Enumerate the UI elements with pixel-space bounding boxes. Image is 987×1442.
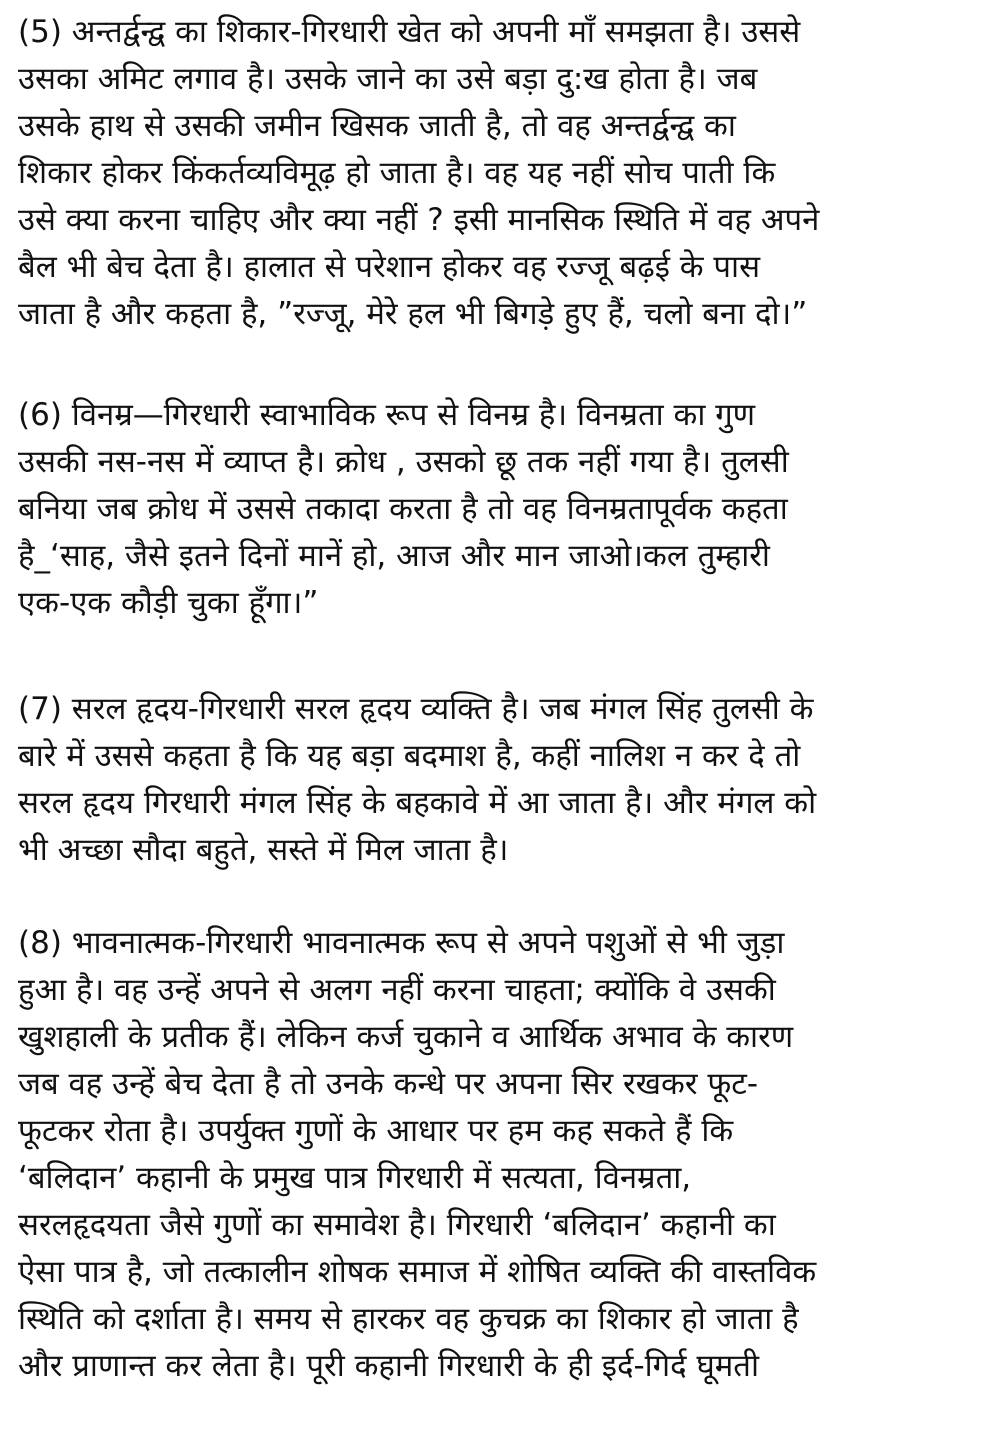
text-line: है_‘साह, जैसे इतने दिनों मानें हो, आज और मान जाओ।कल तुम्हारी — [18, 538, 770, 574]
paragraph-5 — [18, 9, 819, 338]
text-line: सरल हृदय गिरधारी मंगल सिंह के बहकावे में आ जाता है। और मंगल को — [18, 785, 817, 821]
text-line: एक-एक कौड़ी चुका हूँगा।” — [18, 585, 319, 621]
text-line: खुशहाली के प्रतीक हैं। लेकिन कर्ज चुकाने व आर्थिक अभाव के कारण — [18, 1019, 794, 1055]
text-line: फूटकर रोता है। उपर्युक्त गुणों के आधार पर हम कह सकते हैं कि — [18, 1113, 734, 1149]
text-line: जाता है और कहता है, ”रज्जू, मेरे हल भी बिगड़े हुए हैं, चलो बना दो।” — [18, 296, 808, 332]
paragraph-7 — [18, 686, 816, 874]
text-line: शिकार होकर किंकर्तव्यविमूढ़ हो जाता है। वह यह नहीं सोच पाती कि — [18, 155, 776, 191]
text-line: बनिया जब क्रोध में उससे तकादा करता है तो वह विनम्रतापूर्वक कहता — [18, 491, 788, 527]
text-line: बैल भी बेच देता है। हालात से परेशान होकर वह रज्जू बढ़ई के पास — [18, 249, 761, 285]
text-line: (6) विनम्र—गिरधारी स्वाभाविक रूप से विनम्र है। विनम्रता का गुण — [18, 397, 756, 433]
text-line: ऐसा पात्र है, जो तत्कालीन शोषक समाज में शोषित व्यक्ति की वास्तविक — [18, 1254, 817, 1290]
text-line: उसे क्या करना चाहिए और क्या नहीं ? इसी मानसिक स्थिति में वह अपने — [18, 202, 820, 238]
text-line: बारे में उससे कहता है कि यह बड़ा बदमाश है, कहीं नालिश न कर दे तो — [18, 738, 801, 774]
text-line: हुआ है। वह उन्हें अपने से अलग नहीं करना चाहता; क्योंकि वे उसकी — [18, 972, 776, 1008]
text-line: उसका अमिट लगाव है। उसके जाने का उसे बड़ा दु:ख होता है। जब — [18, 61, 758, 97]
text-line: जब वह उन्हें बेच देता है तो उनके कन्धे पर अपना सिर रखकर फूट- — [18, 1066, 759, 1102]
text-line: उसकी नस-नस में व्याप्त है। क्रोध , उसको छू तक नहीं गया है। तुलसी — [18, 444, 789, 480]
paragraph-6 — [18, 392, 789, 627]
text-line: ‘बलिदान’ कहानी के प्रमुख पात्र गिरधारी में सत्यता, विनम्रता, — [18, 1160, 692, 1196]
text-line: भी अच्छा सौदा बहुते, सस्ते में मिल जाता है। — [18, 832, 509, 868]
text-line: (7) सरल हृदय-गिरधारी सरल हृदय व्यक्ति है। जब मंगल सिंह तुलसी के — [18, 691, 814, 727]
text-line: और प्राणान्त कर लेता है। पूरी कहानी गिरधारी के ही इर्द-गिर्द घूमती — [18, 1348, 760, 1384]
text-line: सरलहृदयता जैसे गुणों का समावेश है। गिरधारी ‘बलिदान’ कहानी का — [18, 1207, 776, 1243]
text-line: (8) भावनात्मक-गिरधारी भावनात्मक रूप से अपने पशुओं से भी जुड़ा — [18, 925, 785, 961]
text-line: उसके हाथ से उसकी जमीन खिसक जाती है, तो वह अन्तर्द्वन्द्व का — [18, 108, 736, 144]
text-line: स्थिति को दर्शाता है। समय से हारकर वह कुचक्र का शिकार हो जाता है — [18, 1301, 799, 1337]
text-line: (5) अन्तर्द्वन्द्व का शिकार-गिरधारी खेत को अपनी माँ समझता है। उससे — [18, 14, 801, 50]
paragraph-8 — [18, 920, 816, 1390]
